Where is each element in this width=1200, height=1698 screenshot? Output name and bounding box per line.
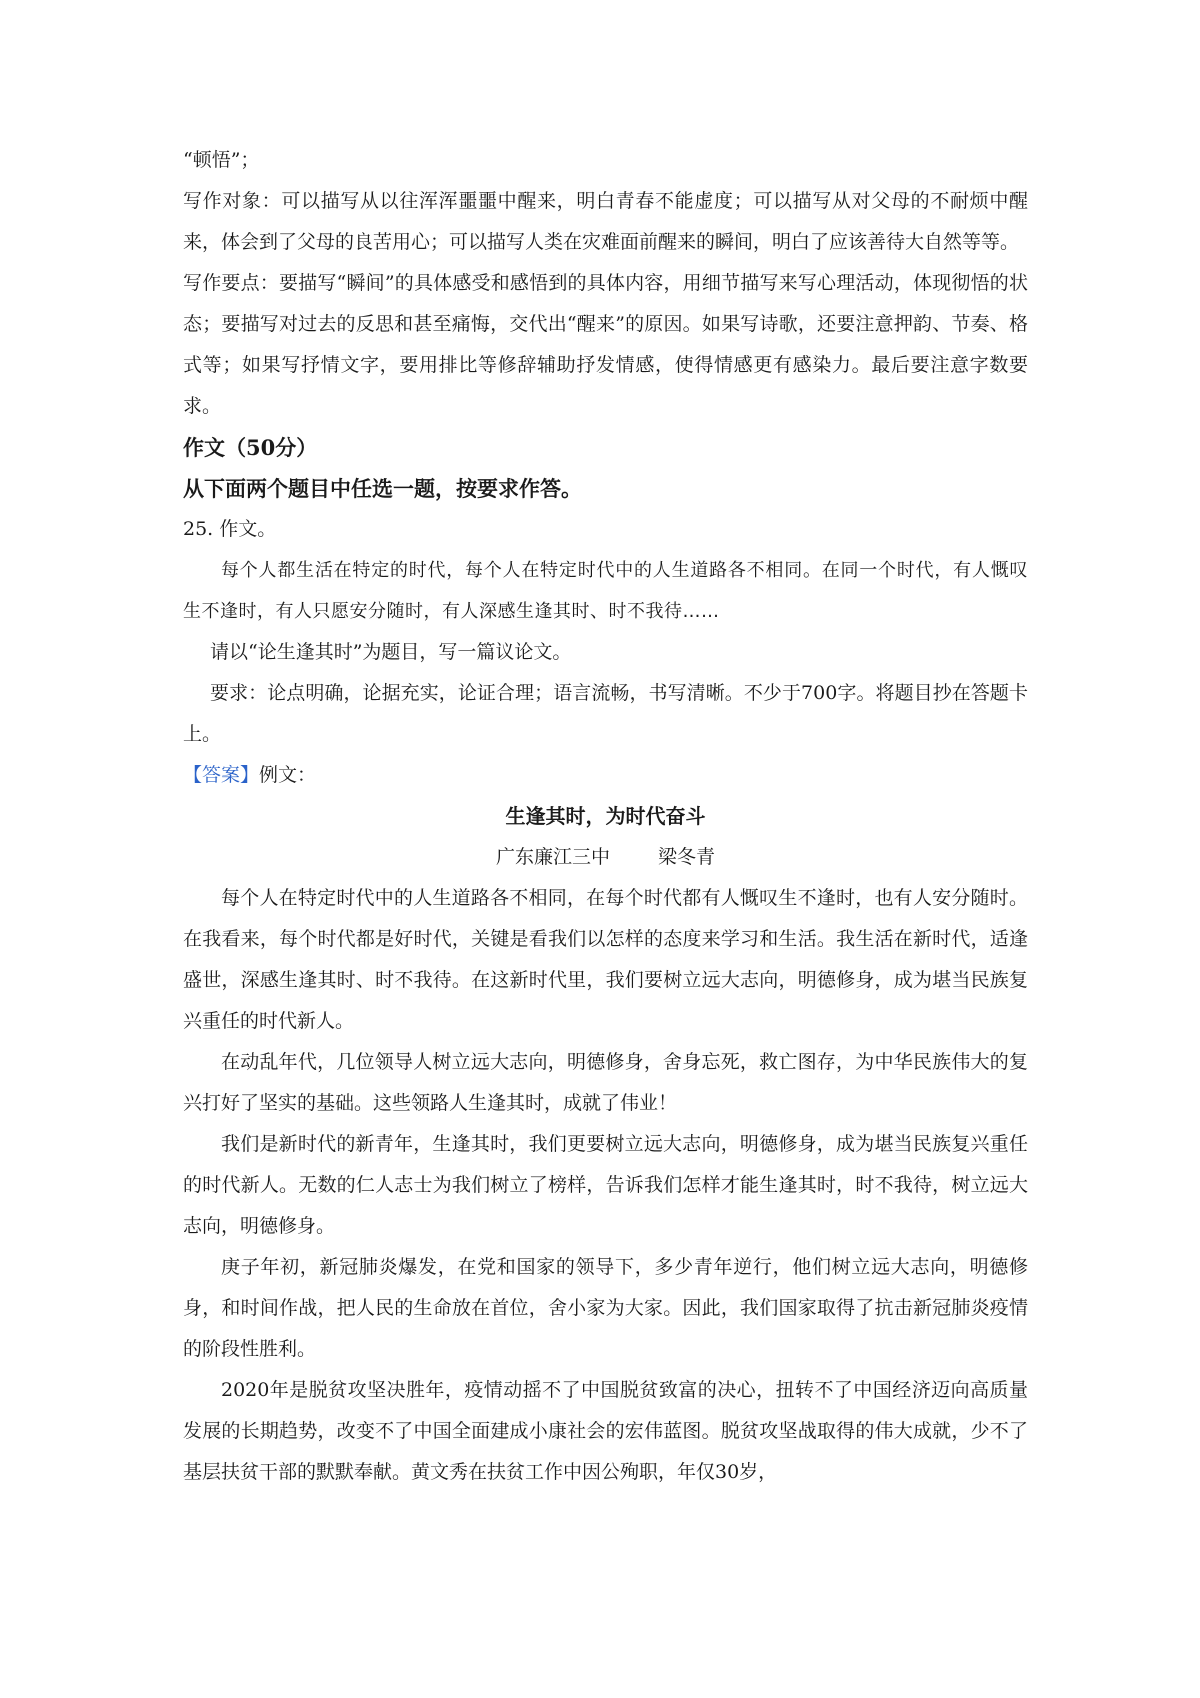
essay-title: 生逢其时，为时代奋斗 <box>505 804 706 828</box>
question-25: 25. 作文。 <box>183 518 277 540</box>
answer-line <box>183 755 1028 796</box>
essay-requirement: 要求：论点明确，论据充实，论证合理；语言流畅，书写清晰。不少于700字。将题目抄在答题卡上。 <box>183 682 1028 745</box>
essay-paragraph-2: 在动乱年代，几位领导人树立远大志向，明德修身，舍身忘死，救亡图存，为中华民族伟大的复兴打好了坚实的基础。这些领路人生逢其时，成就了伟业！ <box>183 1051 1028 1114</box>
essay-paragraph-4: 庚子年初，新冠肺炎爆发，在党和国家的领导下，多少青年逆行，他们树立远大志向，明德修身，和时间作战，把人民的生命放在首位，舍小家为大家。因此，我们国家取得了抗击新冠肺炎疫情的阶段性胜利。 <box>183 1256 1028 1360</box>
paragraph-dunwu: “顿悟”； <box>183 149 260 171</box>
document-page <box>183 140 1028 1493</box>
answer-label: 例文： <box>259 764 317 786</box>
essay-paragraph-3: 我们是新时代的新青年，生逢其时，我们更要树立远大志向，明德修身，成为堪当民族复兴重任的时代新人。无数的仁人志士为我们树立了榜样，告诉我们怎样才能生逢其时，时不我待，树立远大志向，明德修身。 <box>183 1133 1028 1237</box>
essay-task: 请以“论生逢其时”为题目，写一篇议论文。 <box>210 641 572 663</box>
essay-prompt: 每个人都生活在特定的时代，每个人在特定时代中的人生道路各不相同。在同一个时代，有人慨叹生不逢时，有人只愿安分随时，有人深感生逢其时、时不我待…… <box>183 560 1028 622</box>
essay-author: 梁冬青 <box>658 846 716 868</box>
paragraph-writing-object: 写作对象：可以描写从以往浑浑噩噩中醒来，明白青春不能虚度；可以描写从对父母的不耐烦中醒来，体会到了父母的良苦用心；可以描写人类在灾难面前醒来的瞬间，明白了应该善待大自然等等。 <box>183 190 1028 253</box>
answer-tag: 【答案】 <box>183 764 260 786</box>
essay-paragraph-1: 每个人在特定时代中的人生道路各不相同，在每个时代都有人慨叹生不逢时，也有人安分随时。在我看来，每个时代都是好时代，关键是看我们以怎样的态度来学习和生活。我生活在新时代，适逢盛世，深感生逢其时、时不我待。在这新时代里，我们要树立远大志向，明德修身，成为堪当民族复兴重任的时代新人。 <box>183 887 1028 1032</box>
paragraph-writing-points: 写作要点：要描写“瞬间”的具体感受和感悟到的具体内容，用细节描写来写心理活动，体现彻悟的状态；要描写对过去的反思和甚至痛悔，交代出“醒来”的原因。如果写诗歌，还要注意押韵、节奏、格式等；如果写抒情文字，要用排比等修辞辅助抒发情感，使得情感更有感染力。最后要注意字数要求。 <box>183 272 1028 417</box>
essay-paragraph-5: 2020年是脱贫攻坚决胜年，疫情动摇不了中国脱贫致富的决心，扭转不了中国经济迈向高质量发展的长期趋势，改变不了中国全面建成小康社会的宏伟蓝图。脱贫攻坚战取得的伟大成就，少不了基层扶贫干部的默默奉献。黄文秀在扶贫工作中因公殉职，年仅30岁， <box>183 1379 1028 1483</box>
essay-school: 广东廉江三中 <box>495 846 610 868</box>
instruction: 从下面两个题目中任选一题，按要求作答。 <box>183 476 582 501</box>
section-title: 作文（50分） <box>183 435 318 460</box>
essay-byline <box>183 837 1028 878</box>
